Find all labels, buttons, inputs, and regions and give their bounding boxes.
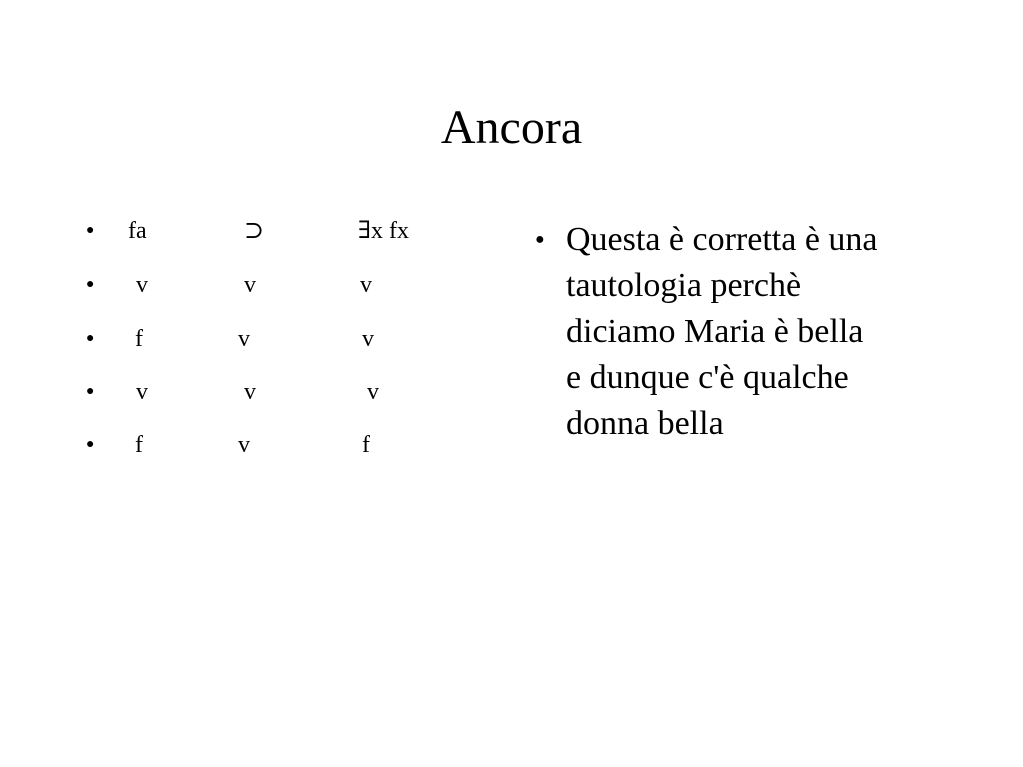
- bullet-icon: ●: [86, 384, 95, 399]
- explanation-text: [566, 217, 966, 447]
- table-cell: v: [244, 272, 256, 298]
- table-cell: f: [135, 432, 143, 458]
- table-cell: v: [367, 379, 379, 405]
- table-cell: v: [362, 326, 374, 352]
- bullet-icon: ●: [86, 223, 95, 238]
- table-cell: ⊃: [244, 218, 265, 244]
- bullet-icon: ●: [86, 331, 95, 346]
- explanation-line: Questa è corretta è una: [566, 221, 878, 258]
- table-cell: v: [136, 272, 148, 298]
- slide-title: Ancora: [440, 101, 583, 154]
- table-cell: v: [360, 272, 372, 298]
- table-cell: v: [136, 379, 148, 405]
- explanation-line: tautologia perchè: [566, 267, 802, 304]
- table-cell: v: [244, 379, 256, 405]
- table-cell: ∃x fx: [358, 218, 410, 244]
- table-cell: v: [238, 432, 250, 458]
- bullet-icon: ●: [86, 277, 95, 292]
- bullet-icon: ●: [86, 437, 95, 452]
- explanation-line: donna bella: [566, 405, 724, 442]
- bullet-icon: ●: [535, 231, 545, 248]
- explanation-line: e dunque c'è qualche: [566, 359, 849, 396]
- table-cell: f: [362, 432, 370, 458]
- table-cell: v: [238, 326, 250, 352]
- explanation-line: diciamo Maria è bella: [566, 313, 864, 350]
- table-cell: f: [135, 326, 143, 352]
- table-cell: fa: [128, 218, 147, 244]
